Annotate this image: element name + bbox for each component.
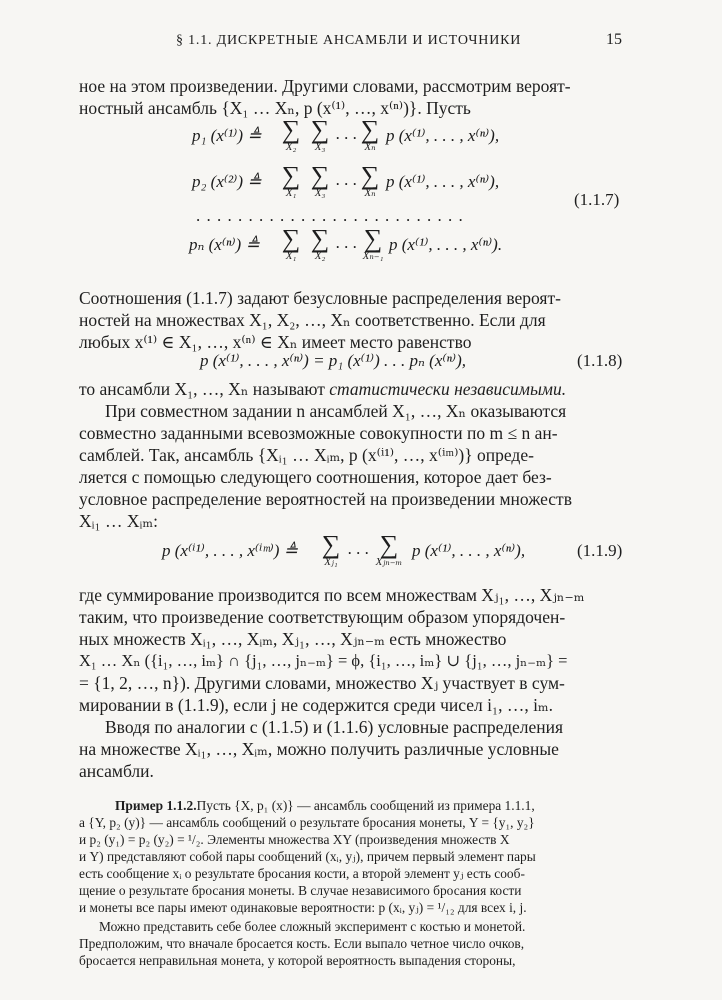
sum-symbol: ∑ Xₙ — [355, 118, 385, 153]
sum-symbol: ∑ Xₙ₋₁ — [358, 227, 388, 262]
sum-sub: Xₙ — [364, 141, 376, 153]
sum-sub: X₃ — [314, 141, 326, 153]
para-line: Соотношения (1.1.7) задают безусловные распределения вероят- — [79, 288, 561, 308]
para-line: При совместном задании n ансамблей X₁, …, Xₙ оказываются — [105, 401, 567, 421]
sum-symbol: ∑ Xⱼₙ₋ₘ — [367, 533, 411, 568]
para-line: совместно заданными всевозможные совокупности по m ≤ n ан- — [79, 423, 558, 443]
para-line: ляется с помощью следующего соотношения, которое дает без- — [79, 467, 552, 487]
eq119-lhs: p (x⁽ⁱ¹⁾, . . . , x⁽ⁱᵐ⁾) ≜ — [162, 541, 298, 560]
para-line: = {1, 2, …, n}). Другими словами, множество Xⱼ участвует в сум- — [79, 673, 565, 693]
sum-sub: X₂ — [314, 250, 326, 262]
sum-symbol: ∑ X₂ — [276, 118, 306, 153]
eq117-row3-lhs: pₙ (x⁽ⁿ⁾) ≜ — [189, 235, 260, 254]
sum-symbol: ∑ Xⱼ₁ — [316, 533, 346, 568]
para-line: X₁ … Xₙ ({i₁, …, iₘ} ∩ {j₁, …, jₙ₋ₘ} = ϕ, {i₁, …, iₘ} ∪ {j₁, …, jₙ₋ₘ} = — [79, 651, 568, 670]
para-line: где суммирование производится по всем множествам Xⱼ₁, …, Xⱼₙ₋ₘ — [79, 585, 585, 605]
example-line: а {Y, p₂ (y)} — ансамбль сообщений о результате бросания монеты, Y = {y₁, y₂} — [79, 815, 535, 830]
running-title: § 1.1. ДИСКРЕТНЫЕ АНСАМБЛИ И ИСТОЧНИКИ — [176, 33, 522, 48]
sum-sub: Xⱼ₁ — [324, 556, 338, 568]
example-line: и Y) представляют собой пары сообщений (xᵢ, yⱼ), причем первый элемент пары — [79, 849, 536, 864]
para-line: ных множеств Xᵢ₁, …, Xᵢₘ, Xⱼ₁, …, Xⱼₙ₋ₘ есть множество — [79, 629, 507, 649]
independence-emphasis: статистически независимыми. — [329, 379, 567, 399]
eq118-number: (1.1.8) — [577, 351, 623, 370]
sum-sub: Xₙ₋₁ — [362, 250, 384, 262]
sum-symbol: ∑ Xₙ — [355, 164, 385, 199]
sum-symbol: ∑ X₃ — [305, 164, 335, 199]
example-line: есть сообщение xᵢ о результате бросания кости, а второй элемент yⱼ есть сооб- — [79, 866, 525, 881]
example-line: Предположим, что вначале бросается кость. Если выпало четное число очков, — [79, 936, 525, 951]
sum-sub: X₂ — [285, 141, 297, 153]
para-line: таким, что произведение соответствующим образом упорядочен- — [79, 607, 566, 627]
example-line: Можно представить себе более сложный эксперимент с костью и монетой. — [99, 919, 526, 934]
sum-sub: X₃ — [314, 187, 326, 199]
para-line: любых x⁽¹⁾ ∈ X₁, …, x⁽ⁿ⁾ ∈ Xₙ имеет место равенство — [79, 332, 472, 352]
equation-1-1-8: p (x⁽¹⁾, . . . , x⁽ⁿ⁾) = p₁ (x⁽¹⁾) . . . pₙ (x⁽ⁿ⁾), — [200, 351, 466, 370]
eq117-row2-lhs: p₂ (x⁽²⁾) ≜ — [192, 172, 262, 191]
eq-dots: . . . — [336, 233, 358, 252]
eq-dots: . . . — [336, 124, 358, 143]
eq-dots: . . . — [348, 539, 370, 558]
sum-sub: Xₙ — [364, 187, 376, 199]
example-line: щение о результате бросания монеты. В случае независимого бросания кости — [79, 883, 522, 898]
eq117-row1-lhs: p₁ (x⁽¹⁾) ≜ — [192, 126, 262, 145]
eq119-number: (1.1.9) — [577, 541, 623, 560]
sum-symbol: ∑ X₁ — [276, 227, 306, 262]
sum-symbol: ∑ X₃ — [305, 118, 335, 153]
eq117-row3-rhs: p (x⁽¹⁾, . . . , x⁽ⁿ⁾). — [389, 235, 503, 254]
eq117-dots-row: . . . . . . . . . . . . . . . . . . . . . . . . . . — [196, 206, 464, 225]
independence-line — [79, 378, 566, 400]
example-line: Пусть {X, p₁ (x)} — ансамбль сообщений из примера 1.1.1, — [196, 798, 535, 813]
page-number: 15 — [606, 31, 622, 48]
independence-text: то ансамбли X₁, …, Xₙ называют — [79, 379, 325, 399]
para-line: ансамбли. — [79, 761, 154, 781]
sum-sub: Xⱼₙ₋ₘ — [375, 556, 403, 568]
para-line: ностей на множествах X₁, X₂, …, Xₙ соответственно. Если для — [79, 310, 546, 330]
para-line: условное распределение вероятностей на произведении множеств — [79, 489, 572, 509]
sum-symbol: ∑ X₁ — [276, 164, 306, 199]
para-line: Xᵢ₁ … Xᵢₘ: — [79, 511, 158, 531]
eq117-row2-rhs: p (x⁽¹⁾, . . . , x⁽ⁿ⁾), — [386, 172, 500, 191]
intro-line-1: ное на этом произведении. Другими словами, рассмотрим вероят- — [79, 76, 571, 96]
para-line: на множестве Xᵢ₁, …, Xᵢₘ, можно получить различные условные — [79, 739, 559, 759]
para-line: Вводя по аналогии с (1.1.5) и (1.1.6) условные распределения — [105, 717, 564, 737]
example-line: бросается неправильная монета, у которой вероятность выпадения стороны, — [79, 953, 516, 968]
sum-sub: X₁ — [285, 250, 297, 262]
sum-sub: X₁ — [285, 187, 297, 199]
eq117-number: (1.1.7) — [574, 190, 620, 209]
intro-line-2: ностный ансамбль {X₁ … Xₙ, p (x⁽¹⁾, …, x⁽ⁿ⁾)}. Пусть — [79, 98, 471, 118]
example-line: и p₂ (y₁) = p₂ (y₂) = ¹/₂. Элементы множества XY (произведения множеств X — [79, 832, 510, 847]
para-line: самблей. Так, ансамбль {Xᵢ₁ … Xᵢₘ, p (x⁽ⁱ¹⁾, …, x⁽ⁱᵐ⁾)} опреде- — [79, 445, 534, 465]
sum-symbol: ∑ X₂ — [305, 227, 335, 262]
example-label: Пример 1.1.2. — [115, 798, 197, 813]
eq117-row1-rhs: p (x⁽¹⁾, . . . , x⁽ⁿ⁾), — [386, 126, 500, 145]
eq-dots: . . . — [336, 170, 358, 189]
eq119-rhs: p (x⁽¹⁾, . . . , x⁽ⁿ⁾), — [412, 541, 526, 560]
example-line: и монеты все пары имеют одинаковые вероятности: p (xᵢ, yⱼ) = ¹/₁₂ для всех i, j. — [79, 900, 527, 915]
para-line: мировании в (1.1.9), если j не содержится среди чисел i₁, …, iₘ. — [79, 695, 554, 715]
example-first-line — [115, 798, 535, 815]
